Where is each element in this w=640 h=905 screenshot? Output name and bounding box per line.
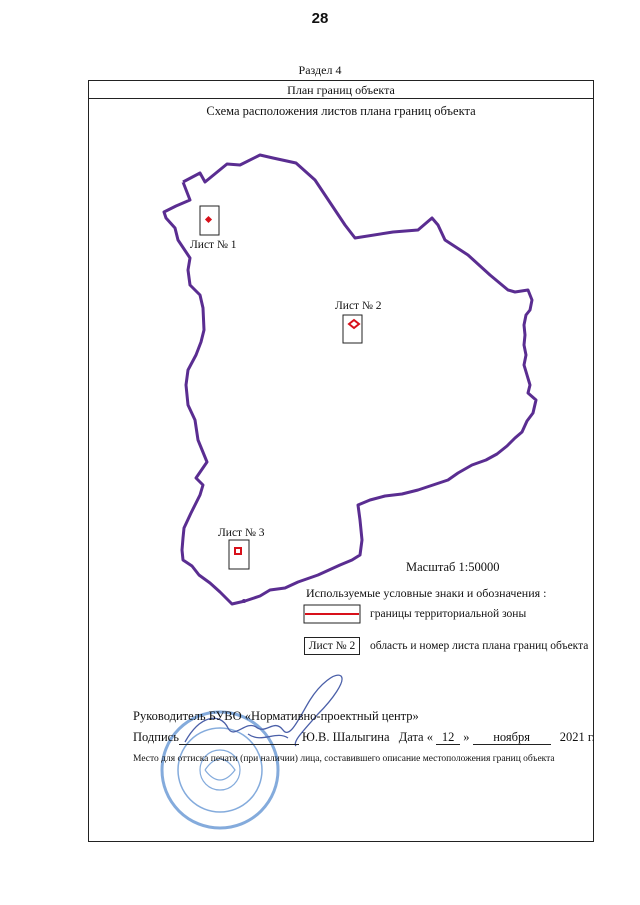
date-day: 12 — [436, 731, 460, 745]
date-day-close: » — [463, 730, 470, 744]
sheet-label-1: Лист № 1 — [190, 239, 237, 251]
sheet-1-zone — [205, 216, 212, 223]
sheet-2-box — [343, 315, 362, 343]
legend-title: Используемые условные знаки и обозначения : — [306, 586, 547, 600]
legend-sheet-area-text: область и номер листа плана границ объекта — [370, 640, 589, 652]
scheme-title: Схема расположения листов плана границ объекта — [206, 104, 476, 118]
legend-sheet-box: Лист № 2 — [304, 637, 360, 655]
page-number: 28 — [311, 10, 329, 27]
sign-label: Подпись — [133, 730, 179, 744]
director-line: Руководитель БУВО «Нормативно-проектный центр» — [133, 709, 419, 723]
date-label: Дата « — [398, 730, 433, 744]
frame-header: План границ объекта — [89, 81, 593, 99]
sheet-2-zone — [349, 320, 359, 328]
signer-name: Ю.В. Шалыгина — [302, 730, 390, 744]
section-title: Раздел 4 — [298, 63, 342, 77]
sheet-label-3: Лист № 3 — [218, 527, 265, 539]
scale-label: Масштаб 1:50000 — [406, 560, 500, 574]
sheet-label-2: Лист № 2 — [335, 300, 382, 312]
sheet-3-zone — [235, 548, 241, 554]
signature-row — [133, 730, 595, 745]
date-year: 2021 г. — [559, 730, 595, 744]
signature-line — [179, 731, 299, 745]
stamp-note: Место для оттиска печати (при наличии) лица, составившего описание местоположения границ объекта — [133, 754, 555, 764]
legend-zone-border-text: границы территориальной зоны — [370, 608, 527, 620]
date-month: ноября — [473, 731, 551, 745]
